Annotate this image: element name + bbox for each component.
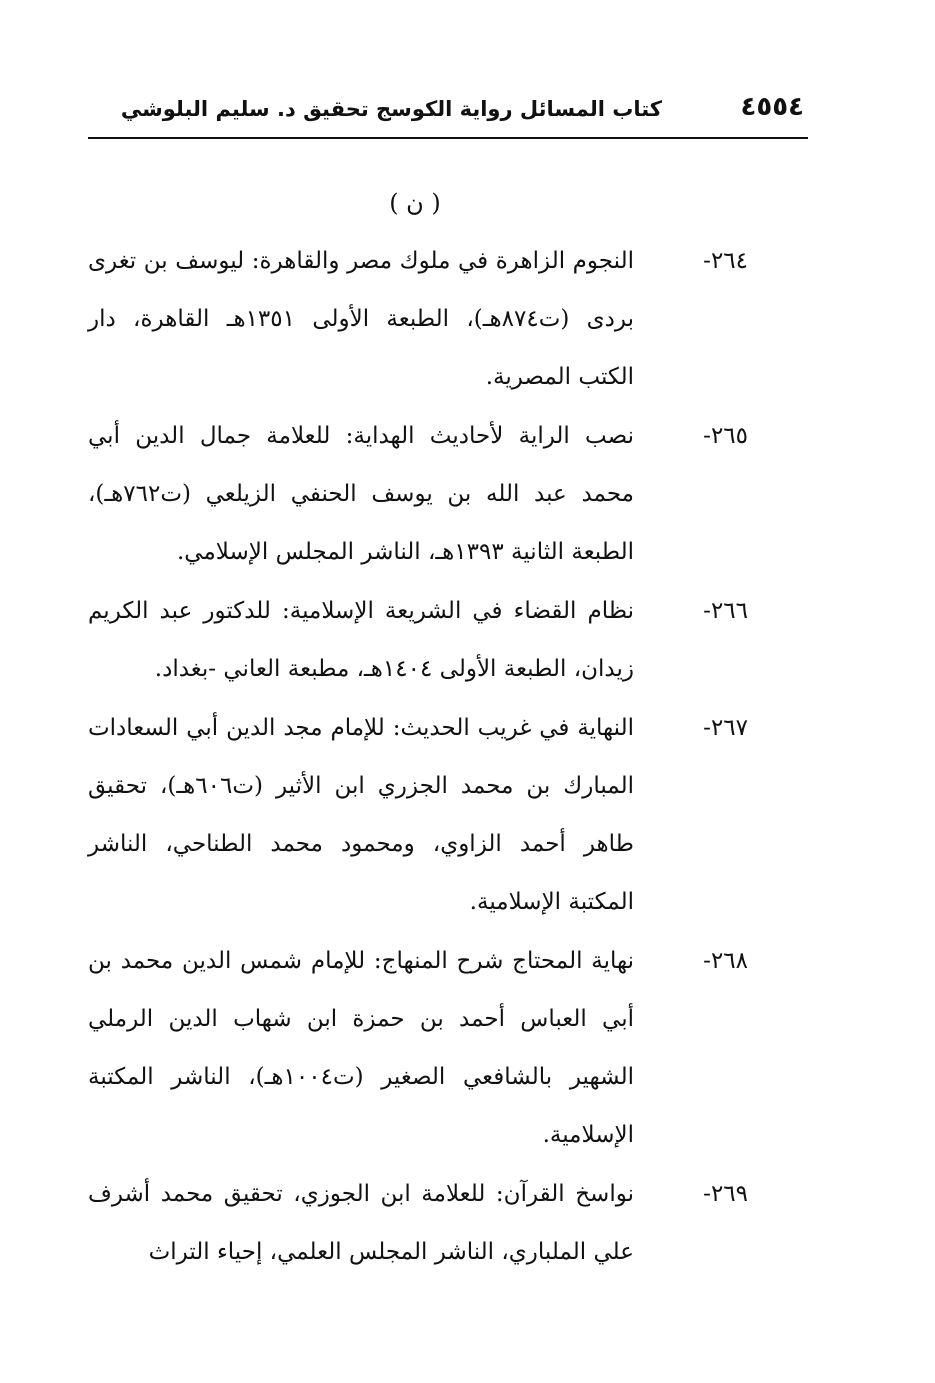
bibliography-list [88, 232, 748, 1282]
entry-text: نواسخ القرآن: للعلامة ابن الجوزي، تحقيق محمد أشرف علي الملباري، الناشر المجلس العلمي، إحياء التراث [88, 1181, 634, 1265]
entry-number: ٢٦٦- [703, 598, 748, 624]
bibliography-entry [88, 232, 748, 406]
entry-number: ٢٦٩- [703, 1181, 748, 1207]
entry-number: ٢٦٤- [703, 248, 748, 274]
entry-number: ٢٦٥- [703, 423, 748, 449]
entry-text: نصب الراية لأحاديث الهداية: للعلامة جمال الدين أبي محمد عبد الله بن يوسف الحنفي الزيلعي (ت٧٦٢هـ)، الطبعة الثانية ١٣٩٣هـ، الناشر المجلس الإسلامي. [88, 423, 634, 565]
running-title: كتاب المسائل رواية الكوسج تحقيق د. سليم البلوشي [120, 97, 662, 121]
entry-text: نهاية المحتاج شرح المنهاج: للإمام شمس الدين محمد بن أبي العباس أحمد بن حمزة ابن شهاب الدين الرملي الشهير بالشافعي الصغير (ت١٠٠٤هـ)، الناشر المكتبة الإسلامية. [88, 948, 634, 1148]
page-number: ٤٥٥٤ [740, 92, 804, 122]
bibliography-entry [88, 407, 748, 581]
entry-text: نظام القضاء في الشريعة الإسلامية: للدكتور عبد الكريم زيدان، الطبعة الأولى ١٤٠٤هـ، مطبعة العاني -بغداد. [88, 598, 634, 682]
section-letter-heading: ( ن ) [389, 189, 441, 217]
entry-text: النجوم الزاهرة في ملوك مصر والقاهرة: ليوسف بن تغرى بردى (ت٨٧٤هـ)، الطبعة الأولى ١٣٥١هـ القاهرة، دار الكتب المصرية. [88, 248, 634, 390]
entry-number: ٢٦٧- [703, 715, 748, 741]
bibliography-entry [88, 699, 748, 931]
bibliography-entry [88, 1165, 748, 1281]
header-rule [88, 137, 808, 139]
entry-text: النهاية في غريب الحديث: للإمام مجد الدين أبي السعادات المبارك بن محمد الجزري ابن الأثير (ت٦٠٦هـ)، تحقيق طاهر أحمد الزاوي، ومحمود محمد الطناحي، الناشر المكتبة الإسلامية. [88, 715, 634, 915]
entry-number: ٢٦٨- [703, 948, 748, 974]
bibliography-entry [88, 932, 748, 1164]
page-header [88, 88, 804, 128]
bibliography-entry [88, 582, 748, 698]
